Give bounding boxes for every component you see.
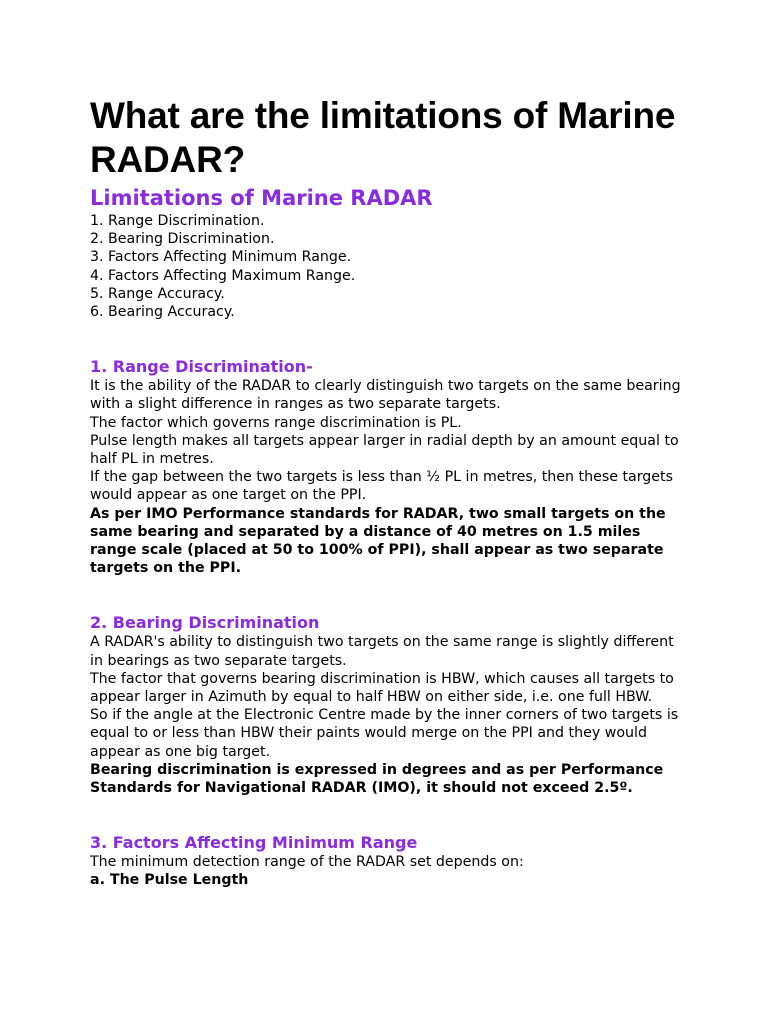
toc-list <box>90 212 690 321</box>
toc-item: 4. Factors Affecting Maximum Range. <box>90 267 356 284</box>
toc-item: 6. Bearing Accuracy. <box>90 304 235 321</box>
toc-item: 5. Range Accuracy. <box>90 285 225 302</box>
paragraph: So if the angle at the Electronic Centre made by the inner corners of two targets is equal to or less than HBW their paints would merge on the PPI and they would appear as one big target. <box>90 707 679 760</box>
spacer <box>90 321 690 357</box>
section-bearing-discrimination <box>90 613 690 797</box>
spacer <box>90 577 690 613</box>
paragraph: If the gap between the two targets is less than ½ PL in metres, then these targets would appear as one target on the PPI. <box>90 469 673 504</box>
toc-item: 2. Bearing Discrimination. <box>90 231 275 248</box>
section-heading: 3. Factors Affecting Minimum Range <box>90 833 418 853</box>
spacer <box>90 797 690 833</box>
paragraph: The minimum detection range of the RADAR set depends on: <box>90 854 524 871</box>
paragraph: Pulse length makes all targets appear larger in radial depth by an amount equal to half PL in metres. <box>90 432 679 468</box>
bold-paragraph: Bearing discrimination is expressed in degrees and as per Performance Standards for Navigational RADAR (IMO), it should not exceed 2.5º. <box>90 761 664 797</box>
section-heading: 2. Bearing Discrimination <box>90 613 320 633</box>
paragraph: The factor that governs bearing discrimination is HBW, which causes all targets to appear larger in Azimuth by equal to half HBW on either side, i.e. one full HBW. <box>90 670 674 706</box>
paragraph: A RADAR's ability to distinguish two targets on the same range is slightly different in bearings as two separate targets. <box>90 634 674 669</box>
paragraph: The factor which governs range discrimination is PL. <box>90 414 462 431</box>
document-page <box>90 94 690 890</box>
section-minimum-range <box>90 833 690 889</box>
paragraph: It is the ability of the RADAR to clearly distinguish two targets on the same bearing with a slight difference in ranges as two separate targets. <box>90 378 681 413</box>
page-subtitle: Limitations of Marine RADAR <box>90 186 433 210</box>
bold-paragraph: a. The Pulse Length <box>90 872 249 889</box>
section-heading: 1. Range Discrimination- <box>90 357 313 377</box>
section-range-discrimination <box>90 357 690 577</box>
page-title: What are the limitations of Marine RADAR? <box>90 95 676 180</box>
bold-paragraph: As per IMO Performance standards for RADAR, two small targets on the same bearing and separated by a distance of 40 metres on 1.5 miles range scale (placed at 50 to 100% of PPI), shall appear as two separate targets on the PPI. <box>90 505 666 577</box>
toc-item: 3. Factors Affecting Minimum Range. <box>90 249 352 266</box>
toc-item: 1. Range Discrimination. <box>90 213 265 229</box>
